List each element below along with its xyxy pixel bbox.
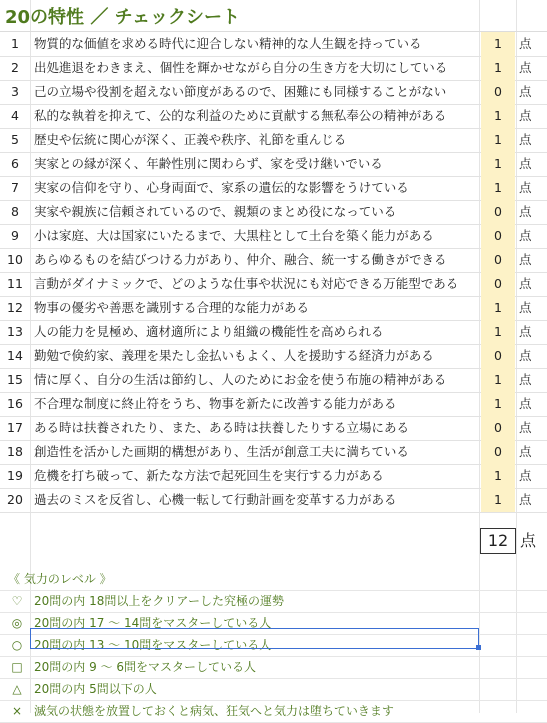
item-number: 3 — [11, 84, 19, 99]
legend-row — [0, 656, 547, 679]
item-unit: 点 — [519, 444, 532, 459]
item-number: 7 — [11, 180, 19, 195]
legend-text[interactable]: 20問の内 5問以下の人 — [34, 682, 157, 696]
table-row — [0, 248, 547, 273]
item-text[interactable]: 危機を打ち破って、新たな方法で起死回生を実行する力がある — [34, 468, 384, 483]
item-score[interactable]: 0 — [481, 80, 515, 104]
item-text[interactable]: 創造性を活かした画期的構想があり、生活が創意工夫に満ちている — [34, 444, 409, 459]
table-row — [0, 296, 547, 321]
table-row — [0, 272, 547, 297]
item-unit: 点 — [519, 396, 532, 411]
item-unit: 点 — [519, 204, 532, 219]
item-text[interactable]: 己の立場や役割を超えない節度があるので、困難にも同様することがない — [34, 84, 447, 99]
item-score[interactable]: 1 — [481, 56, 515, 80]
table-row — [0, 152, 547, 177]
table-row — [0, 56, 547, 81]
item-number: 5 — [11, 132, 19, 147]
fill-handle[interactable] — [476, 645, 481, 650]
item-unit: 点 — [519, 300, 532, 315]
item-text[interactable]: 実家や親族に信頼されているので、親類のまとめ役になっている — [34, 204, 397, 219]
item-score[interactable]: 1 — [481, 368, 515, 392]
item-number: 12 — [7, 300, 23, 315]
legend-row — [0, 678, 547, 701]
item-number: 9 — [11, 228, 19, 243]
item-text[interactable]: 実家との縁が深く、年齢性別に関わらず、家を受け継いでいる — [34, 156, 383, 171]
item-unit: 点 — [519, 36, 532, 51]
item-score[interactable]: 1 — [481, 152, 515, 176]
legend-heading: 《 気力のレベル 》 — [8, 572, 112, 586]
item-score[interactable]: 1 — [481, 488, 515, 512]
item-text[interactable]: 物質的な価値を求める時代に迎合しない精神的な人生観を持っている — [34, 36, 422, 51]
legend-row — [0, 590, 547, 613]
table-row — [0, 128, 547, 153]
table-row — [0, 464, 547, 489]
table-row — [0, 440, 547, 465]
item-text[interactable]: 不合理な制度に終止符をうち、物事を新たに改善する能力がある — [34, 396, 397, 411]
item-number: 17 — [7, 420, 23, 435]
item-score[interactable]: 1 — [481, 128, 515, 152]
item-score[interactable]: 0 — [481, 416, 515, 440]
item-number: 19 — [7, 468, 23, 483]
total-score[interactable]: 12 — [480, 528, 516, 554]
item-score[interactable]: 0 — [481, 248, 515, 272]
item-number: 10 — [7, 252, 23, 267]
legend-symbol: ♡ — [11, 594, 23, 608]
item-text[interactable]: 歴史や伝統に関心が深く、正義や秩序、礼節を重んじる — [34, 132, 347, 147]
item-score[interactable]: 0 — [481, 224, 515, 248]
item-unit: 点 — [519, 468, 532, 483]
legend-symbol: △ — [12, 682, 22, 696]
legend-symbol: ○ — [11, 638, 23, 652]
item-number: 11 — [7, 276, 23, 291]
item-text[interactable]: 言動がダイナミックで、どのような仕事や状況にも対応できる万能型である — [34, 276, 459, 291]
table-row — [0, 416, 547, 441]
legend-symbol: × — [11, 704, 23, 718]
item-text[interactable]: 人の能力を見極め、適材適所により組織の機能性を高められる — [34, 324, 384, 339]
table-row — [0, 368, 547, 393]
item-score[interactable]: 0 — [481, 440, 515, 464]
item-score[interactable]: 1 — [481, 176, 515, 200]
item-score[interactable]: 0 — [481, 272, 515, 296]
item-number: 2 — [11, 60, 19, 75]
legend-text[interactable]: 20問の内 13 〜 10問をマスターしている人 — [34, 638, 272, 652]
item-text[interactable]: 物事の優劣や善悪を識別する合理的な能力がある — [34, 300, 310, 315]
total-unit: 点 — [520, 531, 537, 550]
table-row — [0, 32, 547, 57]
item-score[interactable]: 1 — [481, 320, 515, 344]
legend-symbol: ◎ — [11, 616, 23, 630]
item-unit: 点 — [519, 156, 532, 171]
item-unit: 点 — [519, 324, 532, 339]
item-score[interactable]: 0 — [481, 344, 515, 368]
legend-row — [0, 700, 547, 723]
item-score[interactable]: 1 — [481, 392, 515, 416]
item-unit: 点 — [519, 84, 532, 99]
item-number: 13 — [7, 324, 23, 339]
legend-text[interactable]: 20問の内 17 〜 14問をマスターしている人 — [34, 616, 272, 630]
item-number: 15 — [7, 372, 23, 387]
item-score[interactable]: 1 — [481, 104, 515, 128]
legend-text[interactable]: 滅気の状態を放置しておくと病気、狂気へと気力は堕ちていきます — [34, 704, 394, 718]
legend-heading-row — [0, 568, 547, 591]
item-number: 18 — [7, 444, 23, 459]
item-text[interactable]: 勤勉で倹約家、義理を果たし金払いもよく、人を援助する経済力がある — [34, 348, 434, 363]
item-unit: 点 — [519, 492, 532, 507]
table-row — [0, 488, 547, 513]
cell-selection[interactable] — [30, 628, 479, 649]
item-text[interactable]: 小は家庭、大は国家にいたるまで、大黒柱として土台を築く能力がある — [34, 228, 434, 243]
legend-symbol: □ — [11, 660, 23, 674]
item-unit: 点 — [519, 420, 532, 435]
item-unit: 点 — [519, 132, 532, 147]
item-text[interactable]: ある時は扶養されたり、また、ある時は扶養したりする立場にある — [34, 420, 410, 435]
legend-text[interactable]: 20問の内 18問以上をクリアーした究極の運勢 — [34, 594, 284, 608]
table-row — [0, 104, 547, 129]
item-unit: 点 — [519, 180, 532, 195]
title-row — [0, 0, 547, 32]
table-row — [0, 320, 547, 345]
item-unit: 点 — [519, 372, 532, 387]
item-text[interactable]: 情に厚く、自分の生活は節約し、人のためにお金を使う布施の精神がある — [34, 372, 447, 387]
item-unit: 点 — [519, 228, 532, 243]
item-text[interactable]: 実家の信仰を守り、心身両面で、家系の遺伝的な影響をうけている — [34, 180, 409, 195]
item-score[interactable]: 1 — [481, 464, 515, 488]
item-score[interactable]: 1 — [481, 32, 515, 56]
table-row — [0, 200, 547, 225]
item-text[interactable]: 出処進退をわきまえ、個性を輝かせながら自分の生き方を大切にしている — [34, 60, 448, 75]
sheet-title: 20の特性 ／ チェックシート — [5, 7, 241, 28]
item-unit: 点 — [519, 108, 532, 123]
item-text[interactable]: 過去のミスを反省し、心機一転して行動計画を変革する力がある — [34, 492, 397, 507]
item-unit: 点 — [519, 276, 532, 291]
item-number: 8 — [11, 204, 19, 219]
item-score[interactable]: 0 — [481, 200, 515, 224]
item-number: 20 — [7, 492, 23, 507]
item-number: 4 — [11, 108, 19, 123]
item-text[interactable]: あらゆるものを結びつける力があり、仲介、融合、統一する働きができる — [34, 252, 447, 267]
item-number: 6 — [11, 156, 19, 171]
item-score[interactable]: 1 — [481, 296, 515, 320]
item-unit: 点 — [519, 348, 532, 363]
table-row — [0, 80, 547, 105]
table-row — [0, 344, 547, 369]
item-number: 16 — [7, 396, 23, 411]
table-row — [0, 392, 547, 417]
legend-text[interactable]: 20問の内 9 〜 6問をマスターしている人 — [34, 660, 256, 674]
table-row — [0, 224, 547, 249]
item-number: 1 — [11, 36, 19, 51]
table-row — [0, 176, 547, 201]
item-text[interactable]: 私的な執着を抑えて、公的な利益のために貢献する無私奉公の精神がある — [34, 108, 447, 123]
item-unit: 点 — [519, 60, 532, 75]
item-unit: 点 — [519, 252, 532, 267]
item-number: 14 — [7, 348, 23, 363]
